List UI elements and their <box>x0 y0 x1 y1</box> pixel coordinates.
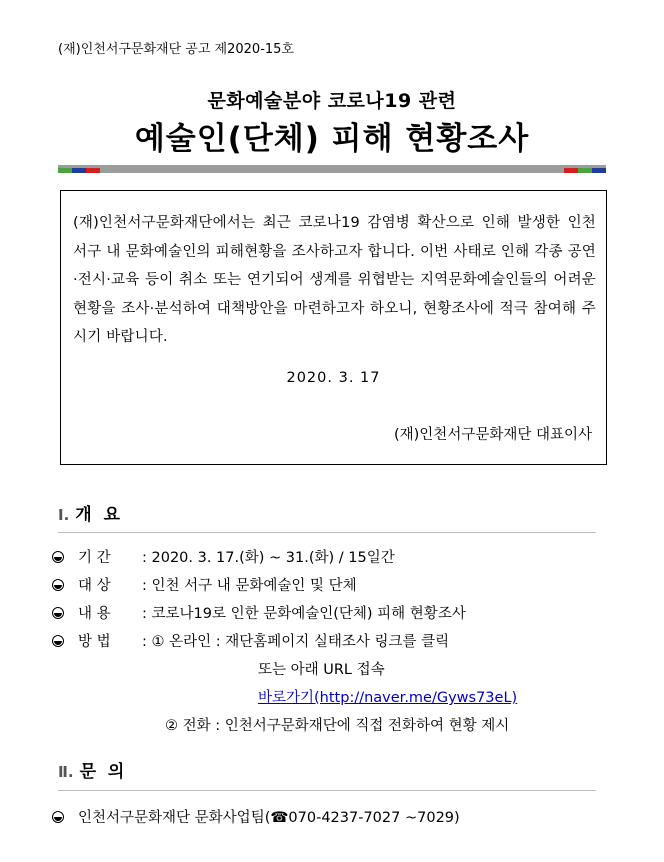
overview-item-method <box>52 630 449 651</box>
item-value: : 인천 서구 내 문화예술인 및 단체 <box>142 578 357 594</box>
section-inquiry-heading <box>58 757 127 782</box>
bar-accent-blue-right <box>592 168 606 173</box>
item-value: : ① 온라인 : 재단홈페이지 실태조사 링크를 클릭 <box>142 634 450 650</box>
overview-item-target <box>52 574 357 595</box>
bar-accent-blue-left <box>72 168 86 173</box>
document-title: 예술인(단체) 피해 현황조사 <box>134 121 530 157</box>
notice-number: (재)인천서구문화재단 공고 제2020-15호 <box>58 42 294 57</box>
announcement-date: 2020. 3. 17 <box>286 370 381 386</box>
method-phone: ② 전화 : 인천서구문화재단에 직접 전화하여 현황 제시 <box>165 718 510 734</box>
item-value: : 2020. 3. 17.(화) ~ 31.(화) / 15일간 <box>142 550 395 566</box>
item-label: 기 간 <box>78 550 111 566</box>
item-label: 대 상 <box>78 578 111 594</box>
bar-accent-green-left <box>58 168 72 173</box>
section-title: 문 의 <box>79 762 128 782</box>
survey-link[interactable]: 바로가기(http://naver.me/Gyws73eL) <box>258 690 518 706</box>
inquiry-contact <box>52 806 460 827</box>
section-number: Ⅰ. <box>58 506 70 524</box>
overview-item-period <box>52 546 395 567</box>
item-label: 방 법 <box>78 634 111 650</box>
announcement-body: (재)인천서구문화재단에서는 최근 코로나19 감염병 확산으로 인해 발생한 인천 서구 내 문화예술인의 피해현황을 조사하고자 합니다. 이번 사태로 인해 각종 공연·전시·교육 등이 취소 또는 연기되어 생계를 위협받는 지역문화예술인들의 어려운 현황을 조사·분석하여 대책방안을 마련하고자 하오니, 현황조사에 적극 참여해 주시기 바랍니다. <box>73 215 596 345</box>
title-divider-bar <box>58 165 606 173</box>
section-divider <box>58 532 596 533</box>
bar-accent-green-right <box>578 168 592 173</box>
bar-accent-red-left <box>86 168 100 173</box>
method-url-note: 또는 아래 URL 접속 <box>258 662 385 678</box>
section-divider <box>58 790 596 791</box>
bullet-icon <box>52 635 64 647</box>
section-number: Ⅱ. <box>58 763 74 781</box>
document-subtitle: 문화예술분야 코로나19 관련 <box>207 90 457 112</box>
item-value: : 코로나19로 인한 문화예술인(단체) 피해 현황조사 <box>142 606 466 622</box>
announcement-box <box>60 190 607 465</box>
announcement-signature: (재)인천서구문화재단 대표이사 <box>393 427 592 443</box>
item-label: 내 용 <box>78 606 111 622</box>
bullet-icon <box>52 811 64 823</box>
section-title: 개 요 <box>75 505 124 525</box>
contact-text: 인천서구문화재단 문화사업팀(☎070-4237-7027 ~7029) <box>78 810 460 826</box>
overview-item-content <box>52 602 466 623</box>
bullet-icon <box>52 607 64 619</box>
bar-accent-red-right <box>564 168 578 173</box>
section-overview-heading <box>58 500 123 525</box>
bullet-icon <box>52 551 64 563</box>
bullet-icon <box>52 579 64 591</box>
